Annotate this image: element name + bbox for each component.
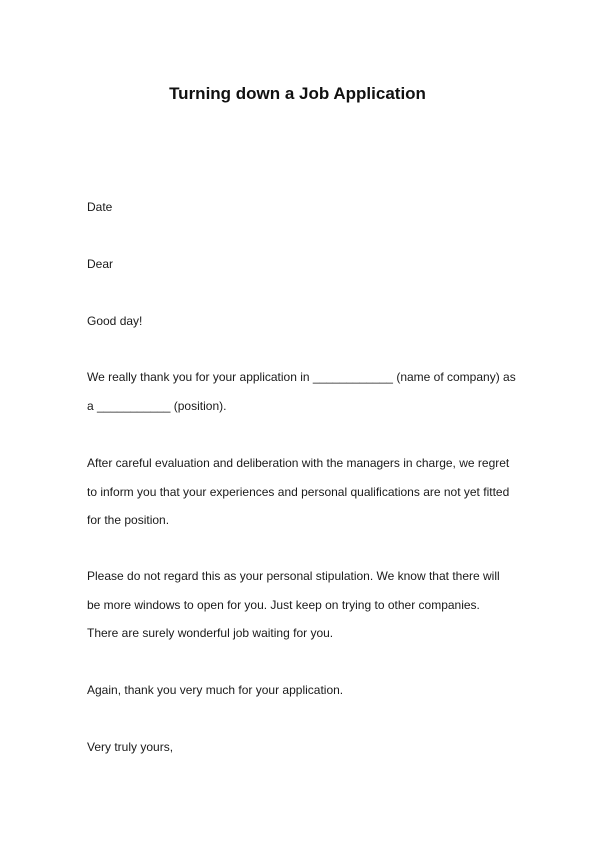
paragraph-3-line-1: Please do not regard this as your personal stipulation. We know that there will <box>87 569 500 583</box>
paragraph-3-line-3: There are surely wonderful job waiting for you. <box>87 626 334 640</box>
paragraph-2-line-1: After careful evaluation and deliberation with the managers in charge, we regret <box>87 456 510 470</box>
paragraph-4: Again, thank you very much for your application. <box>87 683 344 697</box>
paragraph-1-line-2: a ___________ (position). <box>87 399 227 413</box>
letter-title: Turning down a Job Application <box>169 84 426 103</box>
paragraph-3-line-2: be more windows to open for you. Just keep on trying to other companies. <box>87 598 480 612</box>
closing: Very truly yours, <box>87 740 174 754</box>
paragraph-1-line-1: We really thank you for your application in ____________ (name of company) as <box>87 370 516 384</box>
greeting: Good day! <box>87 314 143 328</box>
paragraph-2-line-3: for the position. <box>87 513 170 527</box>
paragraph-2-line-2: to inform you that your experiences and personal qualifications are not yet fitted <box>87 485 510 499</box>
salutation: Dear <box>87 257 114 271</box>
date-line: Date <box>87 200 113 214</box>
